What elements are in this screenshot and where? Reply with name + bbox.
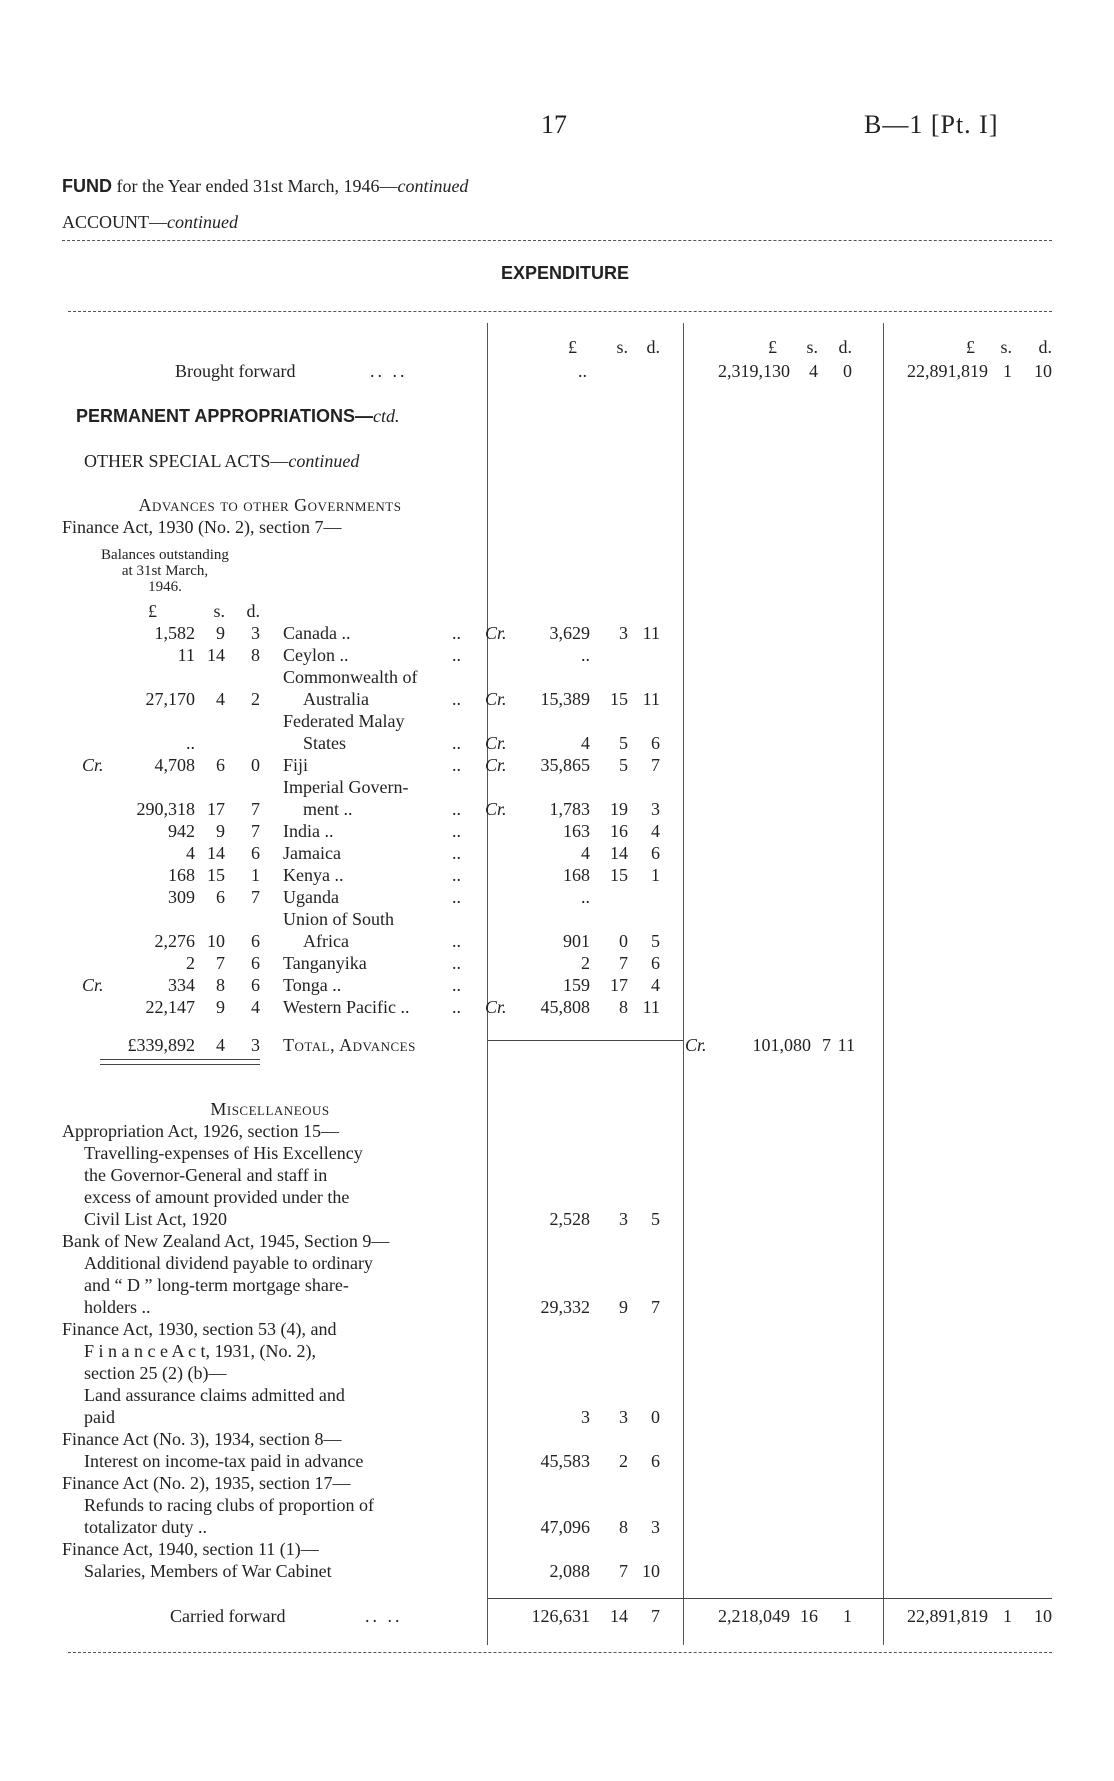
- advance-balance-shillings: 17: [207, 799, 225, 819]
- advance-balance-shillings: 14: [207, 843, 225, 863]
- advance-balance-pence: 6: [251, 931, 260, 951]
- advance-amount-shillings: 5: [619, 733, 628, 753]
- advance-dots: ..: [452, 645, 461, 665]
- advance-amount-pence: 7: [651, 755, 660, 775]
- advance-balance-pence: 7: [251, 821, 260, 841]
- advance-amount-pounds: 35,865: [540, 755, 590, 775]
- advance-amount-pounds: 901: [563, 931, 590, 951]
- total-advances-label: Total, Advances: [283, 1035, 416, 1055]
- advance-amount-pounds: 15,389: [540, 689, 590, 709]
- advance-name-line: Fiji: [283, 755, 309, 775]
- advance-balance-shillings: 15: [207, 865, 225, 885]
- advance-dots: ..: [452, 821, 461, 841]
- misc-line: section 25 (2) (b)—: [84, 1363, 227, 1383]
- advance-amount-shillings: 17: [610, 975, 628, 995]
- advance-amount-shillings: 16: [610, 821, 628, 841]
- title-italic: continued: [397, 176, 469, 196]
- advance-amount-cr: Cr.: [485, 623, 507, 643]
- advance-dots: ..: [452, 997, 461, 1017]
- advance-balance-shillings: 9: [216, 821, 225, 841]
- misc-amount-pounds: 29,332: [540, 1297, 590, 1317]
- heading-permanent-italic: ctd.: [373, 406, 400, 426]
- misc-line: Interest on income-tax paid in advance: [84, 1451, 364, 1471]
- advance-amount-shillings: 7: [619, 953, 628, 973]
- misc-line: paid: [84, 1407, 115, 1427]
- misc-line: Salaries, Members of War Cabinet: [84, 1561, 332, 1581]
- subtitle-italic: continued: [167, 212, 238, 232]
- total-underline-1: [100, 1059, 260, 1060]
- advance-amount-pounds: ..: [581, 887, 590, 907]
- carried-forward-col3-pounds: 22,891,819: [907, 1606, 988, 1626]
- advance-amount-pence: 11: [642, 623, 660, 643]
- advance-balance-shillings: 7: [216, 953, 225, 973]
- misc-line: Finance Act (No. 2), 1935, section 17—: [62, 1473, 351, 1493]
- total-advances-amount-pence: 11: [837, 1035, 855, 1055]
- advance-balance-shillings: 6: [216, 755, 225, 775]
- total-balance-pounds: £339,892: [127, 1035, 195, 1055]
- misc-amount-pounds: 47,096: [540, 1517, 590, 1537]
- total-advances-amount-pounds: 101,080: [752, 1035, 811, 1055]
- advance-balance-pence: 1: [251, 865, 260, 885]
- advance-name-line: Federated Malay: [283, 711, 405, 731]
- brought-forward-label: Brought forward: [175, 361, 296, 381]
- misc-amount-pence: 6: [651, 1451, 660, 1471]
- col1-pence-header: d.: [646, 337, 660, 357]
- advance-amount-cr: Cr.: [485, 689, 507, 709]
- carried-forward-col2-pence: 1: [843, 1606, 852, 1626]
- misc-line: Finance Act, 1940, section 11 (1)—: [62, 1539, 319, 1559]
- misc-amount-shillings: 9: [619, 1297, 628, 1317]
- advance-balance-shillings: 4: [216, 689, 225, 709]
- advance-balance-shillings: 14: [207, 645, 225, 665]
- carried-forward-col2-pounds: 2,218,049: [718, 1606, 790, 1626]
- advance-name-line: Imperial Govern-: [283, 777, 409, 797]
- advance-name-line: Jamaica: [283, 843, 341, 863]
- advance-balance-pounds: 290,318: [136, 799, 195, 819]
- advance-amount-cr: Cr.: [485, 799, 507, 819]
- advance-balance-pounds: ..: [186, 733, 195, 753]
- column-rule-3: [883, 323, 884, 1645]
- advance-name-line: ment ..: [303, 799, 353, 819]
- col1-shillings-header: s.: [616, 337, 628, 357]
- advance-balance-pence: 7: [251, 887, 260, 907]
- advance-amount-shillings: 19: [610, 799, 628, 819]
- advance-balance-pence: 7: [251, 799, 260, 819]
- misc-line: and “ D ” long-term mortgage share-: [84, 1275, 349, 1295]
- advance-amount-pence: 3: [651, 799, 660, 819]
- advance-name-line: Canada ..: [283, 623, 351, 643]
- misc-line: Travelling-expenses of His Excellency: [84, 1143, 363, 1163]
- advance-balance-pounds: 942: [168, 821, 195, 841]
- balance-pence-header: d.: [246, 601, 260, 621]
- advance-balance-pence: 8: [251, 645, 260, 665]
- total-balance-pence: 3: [251, 1035, 260, 1055]
- page-subtitle: [62, 211, 462, 233]
- advance-dots: ..: [452, 931, 461, 951]
- advance-name-line: Kenya ..: [283, 865, 344, 885]
- heading-permanent-text: PERMANENT APPROPRIATIONS—: [76, 406, 374, 426]
- advance-amount-shillings: 15: [610, 689, 628, 709]
- advance-amount-shillings: 14: [610, 843, 628, 863]
- heading-finance-act: Finance Act, 1930 (No. 2), section 7—: [62, 517, 342, 537]
- advance-dots: ..: [452, 689, 461, 709]
- advance-name-line: Ceylon ..: [283, 645, 349, 665]
- title-rest: for the Year ended 31st March, 1946—: [112, 176, 398, 196]
- brought-forward-col2-pence: 0: [843, 361, 852, 381]
- advance-amount-pounds: 168: [563, 865, 590, 885]
- advance-amount-pounds: 3,629: [549, 623, 590, 643]
- heading-other-acts-italic: continued: [288, 451, 360, 471]
- balances-line-2: at 31st March,: [121, 563, 209, 579]
- advance-balance-pounds: 4,708: [154, 755, 195, 775]
- misc-amount-pence: 0: [651, 1407, 660, 1427]
- total-balance-shillings: 4: [216, 1035, 225, 1055]
- brought-forward-col2-pounds: 2,319,130: [718, 361, 790, 381]
- advance-balance-shillings: 6: [216, 887, 225, 907]
- misc-amount-pounds: 2,088: [549, 1561, 590, 1581]
- misc-line: Finance Act, 1930, section 53 (4), and: [62, 1319, 337, 1339]
- advance-amount-pence: 11: [642, 997, 660, 1017]
- advance-amount-pounds: 159: [563, 975, 590, 995]
- advance-balance-pence: 4: [251, 997, 260, 1017]
- balances-line-1: Balances outstanding: [101, 547, 229, 563]
- advance-amount-cr: Cr.: [485, 755, 507, 775]
- advance-balance-pounds: 309: [168, 887, 195, 907]
- advance-balance-pounds: 27,170: [145, 689, 195, 709]
- misc-amount-shillings: 7: [619, 1561, 628, 1581]
- footer-rule: [68, 1652, 1052, 1653]
- carried-forward-col1-pounds: 126,631: [531, 1606, 590, 1626]
- advance-name-line: Tonga ..: [283, 975, 342, 995]
- col1-pound-symbol: £: [568, 337, 577, 357]
- advance-balance-pounds: 2: [186, 953, 195, 973]
- misc-amount-pence: 3: [651, 1517, 660, 1537]
- advance-dots: ..: [452, 755, 461, 775]
- advance-dots: ..: [452, 975, 461, 995]
- carried-forward-col1-pence: 7: [651, 1606, 660, 1626]
- advance-dots: ..: [452, 843, 461, 863]
- advance-balance-pence: 6: [251, 975, 260, 995]
- advance-balance-pence: 0: [251, 755, 260, 775]
- misc-line: Appropriation Act, 1926, section 15—: [62, 1121, 339, 1141]
- misc-amount-shillings: 3: [619, 1407, 628, 1427]
- advance-amount-pence: 4: [651, 821, 660, 841]
- misc-amount-pence: 7: [651, 1297, 660, 1317]
- advance-amount-shillings: 3: [619, 623, 628, 643]
- advance-balance-pence: 2: [251, 689, 260, 709]
- page-number: 17: [541, 110, 567, 139]
- misc-amount-pence: 5: [651, 1209, 660, 1229]
- carried-forward-col3-shillings: 1: [1003, 1606, 1012, 1626]
- col2-pence-header: d.: [838, 337, 852, 357]
- balance-shillings-header: s.: [213, 601, 225, 621]
- misc-line: totalizator duty ..: [84, 1517, 207, 1537]
- advance-dots: ..: [452, 887, 461, 907]
- advance-amount-pence: 6: [651, 843, 660, 863]
- heading-other-acts: [84, 450, 484, 472]
- header-rule: [62, 240, 1052, 241]
- heading-permanent: [76, 405, 496, 427]
- page-title: [62, 175, 762, 197]
- col3-shillings-header: s.: [1000, 337, 1012, 357]
- col2-shillings-header: s.: [806, 337, 818, 357]
- misc-line: Civil List Act, 1920: [84, 1209, 228, 1229]
- total-advances-cr: Cr.: [685, 1035, 707, 1055]
- advance-balance-shillings: 10: [207, 931, 225, 951]
- advance-amount-pence: 1: [651, 865, 660, 885]
- advance-balance-cr: Cr.: [82, 975, 104, 995]
- brought-forward-col1: ..: [578, 361, 587, 381]
- advance-amount-pounds: ..: [581, 645, 590, 665]
- advance-amount-pounds: 2: [581, 953, 590, 973]
- advance-amount-pence: 6: [651, 953, 660, 973]
- misc-line: holders ..: [84, 1297, 151, 1317]
- advance-name-line: Africa: [303, 931, 349, 951]
- misc-amount-pence: 10: [642, 1561, 660, 1581]
- advance-amount-cr: Cr.: [485, 997, 507, 1017]
- advance-name-line: Uganda: [283, 887, 339, 907]
- misc-amount-pounds: 2,528: [549, 1209, 590, 1229]
- title-bold: FUND: [62, 176, 112, 196]
- advance-name-line: Western Pacific ..: [283, 997, 410, 1017]
- advance-dots: ..: [452, 623, 461, 643]
- advance-name-line: Australia: [303, 689, 369, 709]
- section-heading: EXPENDITURE: [500, 263, 630, 283]
- carried-forward-col3-pence: 10: [1034, 1606, 1052, 1626]
- misc-line: excess of amount provided under the: [84, 1187, 350, 1207]
- advance-balance-pounds: 22,147: [145, 997, 195, 1017]
- advance-balance-pounds: 2,276: [154, 931, 195, 951]
- carried-forward-col2-shillings: 16: [800, 1606, 818, 1626]
- brought-forward-dots: .. ..: [370, 361, 408, 381]
- heading-advances: Advances to other Governments: [138, 495, 402, 515]
- advance-balance-pounds: 334: [168, 975, 195, 995]
- misc-amount-shillings: 2: [619, 1451, 628, 1471]
- advance-dots: ..: [452, 733, 461, 753]
- brought-forward-col3-pence: 10: [1034, 361, 1052, 381]
- advance-balance-cr: Cr.: [82, 755, 104, 775]
- advance-balance-pounds: 11: [177, 645, 195, 665]
- misc-amount-shillings: 3: [619, 1209, 628, 1229]
- col2-pound-symbol: £: [768, 337, 777, 357]
- advance-name-line: States: [303, 733, 346, 753]
- brought-forward-col3-shillings: 1: [1003, 361, 1012, 381]
- advance-amount-pence: 11: [642, 689, 660, 709]
- total-rule-col1: [488, 1040, 683, 1041]
- balances-line-3: 1946.: [148, 579, 182, 595]
- advance-amount-pence: 5: [651, 931, 660, 951]
- advance-balance-shillings: 9: [216, 623, 225, 643]
- advance-name-line: Commonwealth of: [283, 667, 418, 687]
- advance-balance-pounds: 1,582: [154, 623, 195, 643]
- advance-balance-pounds: 168: [168, 865, 195, 885]
- misc-line: Land assurance claims admitted and: [84, 1385, 345, 1405]
- advance-amount-pounds: 4: [581, 733, 590, 753]
- misc-line: the Governor-General and staff in: [84, 1165, 328, 1185]
- advance-balance-pence: 3: [251, 623, 260, 643]
- total-advances-amount-shillings: 7: [822, 1035, 831, 1055]
- advance-balance-pence: 6: [251, 953, 260, 973]
- advance-amount-shillings: 8: [619, 997, 628, 1017]
- misc-line: Refunds to racing clubs of proportion of: [84, 1495, 374, 1515]
- balance-pound-symbol: £: [148, 601, 157, 621]
- carried-rule: [488, 1598, 1052, 1599]
- misc-amount-pounds: 3: [581, 1407, 590, 1427]
- advance-amount-cr: Cr.: [485, 733, 507, 753]
- advance-amount-pounds: 1,783: [549, 799, 590, 819]
- advance-name-line: Tanganyika: [283, 953, 367, 973]
- advance-balance-shillings: 8: [216, 975, 225, 995]
- advance-amount-shillings: 15: [610, 865, 628, 885]
- misc-line: Finance Act (No. 3), 1934, section 8—: [62, 1429, 342, 1449]
- advance-amount-pounds: 163: [563, 821, 590, 841]
- brought-forward-col2-shillings: 4: [809, 361, 818, 381]
- advance-balance-shillings: 9: [216, 997, 225, 1017]
- advance-name-line: Union of South: [283, 909, 395, 929]
- advance-amount-pounds: 45,808: [540, 997, 590, 1017]
- page-reference: B—1 [Pt. I]: [864, 110, 999, 139]
- total-underline-2: [100, 1064, 260, 1065]
- advance-dots: ..: [452, 953, 461, 973]
- advance-amount-pence: 6: [651, 733, 660, 753]
- misc-line: Bank of New Zealand Act, 1945, Section 9—: [62, 1231, 390, 1251]
- section-rule: [68, 311, 1052, 312]
- advance-dots: ..: [452, 799, 461, 819]
- brought-forward-col3-pounds: 22,891,819: [907, 361, 988, 381]
- advance-amount-pounds: 4: [581, 843, 590, 863]
- carried-forward-dots: .. ..: [365, 1606, 403, 1626]
- col3-pound-symbol: £: [966, 337, 975, 357]
- advance-balance-pence: 6: [251, 843, 260, 863]
- advance-amount-shillings: 0: [619, 931, 628, 951]
- heading-other-acts-text: OTHER SPECIAL ACTS—: [84, 451, 289, 471]
- misc-amount-pounds: 45,583: [540, 1451, 590, 1471]
- advance-amount-shillings: 5: [619, 755, 628, 775]
- misc-amount-shillings: 8: [619, 1517, 628, 1537]
- subtitle-text: ACCOUNT—: [62, 212, 168, 232]
- carried-forward-label: Carried forward: [170, 1606, 286, 1626]
- misc-line: F i n a n c e A c t, 1931, (No. 2),: [84, 1341, 316, 1361]
- misc-line: Additional dividend payable to ordinary: [84, 1253, 373, 1273]
- advance-name-line: India ..: [283, 821, 334, 841]
- column-rule-2: [683, 323, 684, 1645]
- advance-balance-pounds: 4: [186, 843, 195, 863]
- advance-amount-pence: 4: [651, 975, 660, 995]
- advance-dots: ..: [452, 865, 461, 885]
- carried-forward-col1-shillings: 14: [610, 1606, 628, 1626]
- misc-heading: Miscellaneous: [210, 1099, 330, 1119]
- col3-pence-header: d.: [1038, 337, 1052, 357]
